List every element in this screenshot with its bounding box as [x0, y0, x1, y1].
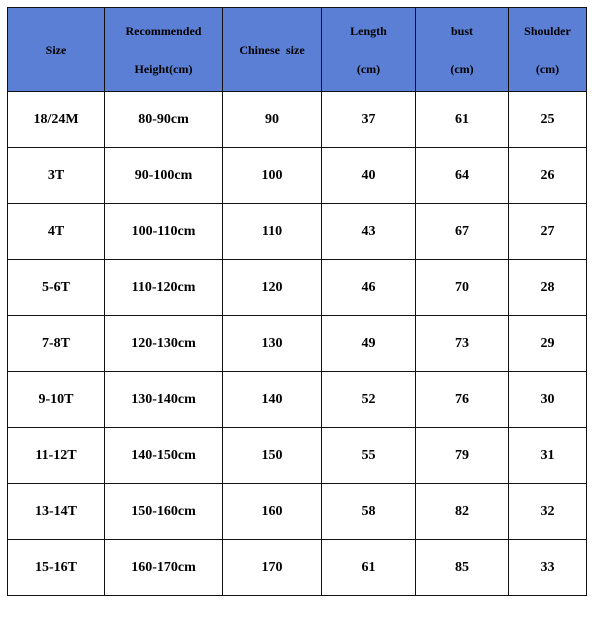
table-row: [8, 540, 587, 596]
cell-size: 9-10T: [8, 372, 105, 428]
header-bust: [416, 8, 509, 92]
table-row: [8, 148, 587, 204]
cell-length: 37: [322, 92, 416, 148]
table-row: [8, 260, 587, 316]
header-height-unit-label: Height(cm): [134, 61, 193, 76]
cell-size: 13-14T: [8, 484, 105, 540]
cell-bust: 64: [416, 148, 509, 204]
header-chinese-size: [223, 8, 322, 92]
cell-length: 40: [322, 148, 416, 204]
cell-height: 90-100cm: [105, 148, 223, 204]
cell-shoulder: 28: [509, 260, 587, 316]
table-header-row: [8, 8, 587, 92]
cell-height: 100-110cm: [105, 204, 223, 260]
cell-height: 120-130cm: [105, 316, 223, 372]
table-row: [8, 484, 587, 540]
header-length-unit: (cm): [356, 61, 381, 76]
header-bust-unit: (cm): [450, 61, 474, 76]
table-row: [8, 428, 587, 484]
cell-bust: 79: [416, 428, 509, 484]
cell-bust: 76: [416, 372, 509, 428]
cell-chinese-size: 90: [223, 92, 322, 148]
cell-shoulder: 31: [509, 428, 587, 484]
cell-height: 160-170cm: [105, 540, 223, 596]
cell-size: 5-6T: [8, 260, 105, 316]
cell-length: 43: [322, 204, 416, 260]
cell-shoulder: 33: [509, 540, 587, 596]
cell-chinese-size: 150: [223, 428, 322, 484]
table-row: [8, 372, 587, 428]
header-shoulder-label: Shoulder: [524, 23, 571, 38]
header-length-label: Length: [350, 23, 387, 38]
cell-shoulder: 29: [509, 316, 587, 372]
cell-bust: 82: [416, 484, 509, 540]
table-row: [8, 204, 587, 260]
cell-bust: 85: [416, 540, 509, 596]
cell-bust: 67: [416, 204, 509, 260]
header-recommended-height: [105, 8, 223, 92]
header-chinese-size-label: Chinese size: [239, 42, 305, 57]
cell-length: 46: [322, 260, 416, 316]
cell-bust: 61: [416, 92, 509, 148]
cell-chinese-size: 140: [223, 372, 322, 428]
cell-height: 140-150cm: [105, 428, 223, 484]
cell-length: 58: [322, 484, 416, 540]
cell-chinese-size: 130: [223, 316, 322, 372]
header-size-label: Size: [45, 42, 67, 57]
cell-size: 15-16T: [8, 540, 105, 596]
cell-size: 4T: [8, 204, 105, 260]
table-row: [8, 92, 587, 148]
cell-chinese-size: 110: [223, 204, 322, 260]
cell-length: 52: [322, 372, 416, 428]
cell-height: 130-140cm: [105, 372, 223, 428]
cell-shoulder: 25: [509, 92, 587, 148]
header-length: [322, 8, 416, 92]
cell-bust: 73: [416, 316, 509, 372]
cell-shoulder: 30: [509, 372, 587, 428]
cell-height: 80-90cm: [105, 92, 223, 148]
cell-size: 7-8T: [8, 316, 105, 372]
cell-length: 49: [322, 316, 416, 372]
table-row: [8, 316, 587, 372]
size-chart-table: [7, 7, 587, 596]
header-shoulder: [509, 8, 587, 92]
cell-chinese-size: 120: [223, 260, 322, 316]
cell-bust: 70: [416, 260, 509, 316]
cell-height: 110-120cm: [105, 260, 223, 316]
cell-shoulder: 32: [509, 484, 587, 540]
cell-height: 150-160cm: [105, 484, 223, 540]
cell-size: 18/24M: [8, 92, 105, 148]
cell-shoulder: 26: [509, 148, 587, 204]
cell-size: 3T: [8, 148, 105, 204]
header-recommended-label: Recommended: [125, 23, 202, 38]
cell-chinese-size: 100: [223, 148, 322, 204]
cell-chinese-size: 170: [223, 540, 322, 596]
cell-length: 55: [322, 428, 416, 484]
cell-length: 61: [322, 540, 416, 596]
cell-size: 11-12T: [8, 428, 105, 484]
cell-chinese-size: 160: [223, 484, 322, 540]
header-bust-label: bust: [450, 23, 473, 38]
header-size: [8, 8, 105, 92]
header-shoulder-unit: (cm): [535, 61, 560, 76]
cell-shoulder: 27: [509, 204, 587, 260]
